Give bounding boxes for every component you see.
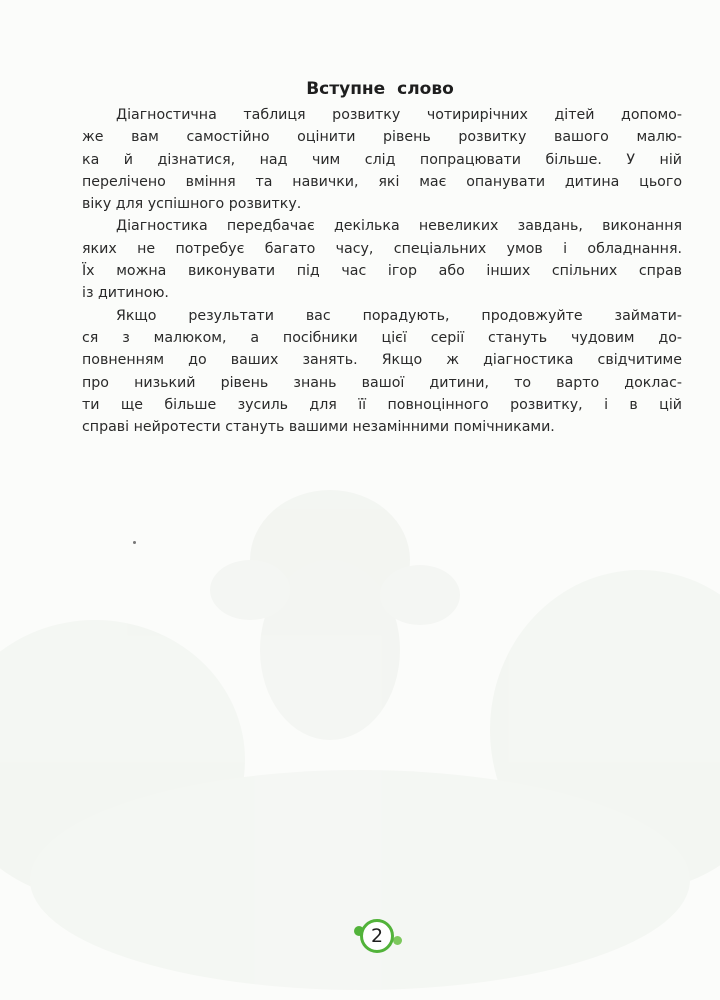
text-line: справі нейротести стануть вашими незамінними помічниками. (82, 419, 555, 436)
text-line: із дитиною. (82, 285, 169, 302)
text-line: Їх можна виконувати під час ігор або інших спільних справ (82, 263, 682, 280)
text-line: ся з малюком, а посібники цієї серії стануть чудовим до- (82, 329, 682, 346)
page-title: Вступне слово (306, 79, 454, 99)
text-line: яких не потребує багато часу, спеціальних умов і обладнання. (82, 240, 682, 257)
text-line: ти ще більше зусиль для її повноцінного розвитку, і в цій (82, 396, 682, 413)
text-line: же вам самостійно оцінити рівень розвитку вашого малю- (82, 129, 682, 146)
intro-text (82, 104, 682, 438)
text-line: перелічено вміння та навички, які має опанувати дитина цього (82, 173, 682, 190)
text-line: Діагностична таблиця розвитку чотирирічних дітей допомо- (116, 107, 682, 123)
text-line: Діагностика передбачає декілька невеликих завдань, виконання (116, 218, 682, 235)
text-line: про низький рівень знань вашої дитини, то варто доклас- (82, 374, 682, 391)
leaf-icon (393, 936, 402, 945)
page-number-badge (352, 916, 402, 956)
print-speck (133, 541, 136, 544)
text-line: Якщо результати вас порадують, продовжуйте займати- (116, 307, 682, 324)
text-line: повненням до ваших занять. Якщо ж діагностика свідчитиме (82, 352, 682, 369)
page-number: 2 (360, 919, 394, 953)
text-line: віку для успішного розвитку. (82, 196, 302, 213)
text-line: ка й дізнатися, над чим слід попрацювати більше. У ній (82, 151, 682, 168)
